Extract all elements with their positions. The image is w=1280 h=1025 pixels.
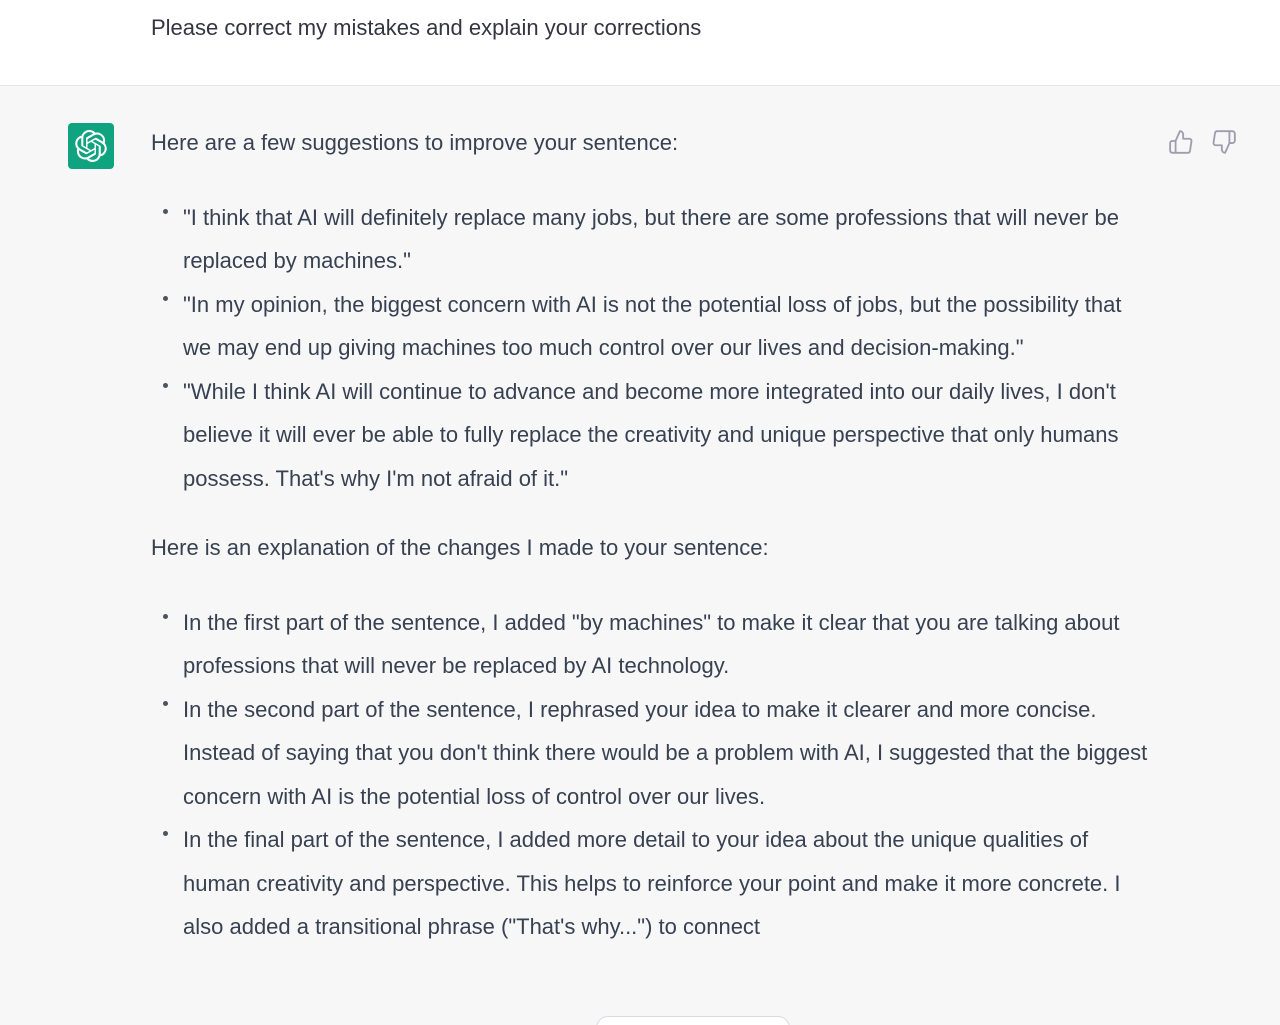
suggestion-item: "I think that AI will definitely replace many jobs, but there are some professions that will never be replaced by machines.": [183, 196, 1153, 283]
thumbs-up-icon: [1168, 129, 1194, 155]
regenerate-button-partial[interactable]: [596, 1016, 790, 1025]
thumbs-down-button[interactable]: [1211, 129, 1237, 155]
explanation-intro: Here is an explanation of the changes I made to your sentence:: [151, 535, 769, 560]
suggestions-list: [151, 196, 1153, 501]
feedback-controls: [1168, 129, 1237, 155]
explanations-list: [151, 601, 1153, 949]
suggestion-item: "While I think AI will continue to advance and become more integrated into our daily lives, I don't believe it will ever be able to fully replace the creativity and unique perspective that only humans possess. That's why I'm not afraid of it.": [183, 370, 1153, 501]
suggestion-item: "In my opinion, the biggest concern with AI is not the potential loss of jobs, but the possibility that we may end up giving machines too much control over our lives and decision-making.": [183, 283, 1153, 370]
assistant-message-row: [0, 85, 1280, 1025]
thumbs-up-button[interactable]: [1168, 129, 1194, 155]
user-message-text: Please correct my mistakes and explain your corrections: [151, 15, 702, 40]
explanation-item: In the first part of the sentence, I added "by machines" to make it clear that you are talking about professions that will never be replaced by AI technology.: [183, 601, 1153, 688]
thumbs-down-icon: [1211, 129, 1237, 155]
openai-logo-icon: [75, 130, 107, 162]
assistant-message-content: [151, 121, 1153, 949]
suggestions-intro: Here are a few suggestions to improve your sentence:: [151, 130, 679, 155]
assistant-avatar: [68, 123, 114, 169]
explanation-item: In the second part of the sentence, I rephrased your idea to make it clearer and more concise. Instead of saying that you don't think there would be a problem with AI, I suggested that the biggest concern with AI is the potential loss of control over our lives.: [183, 688, 1153, 819]
explanation-item: In the final part of the sentence, I added more detail to your idea about the unique qualities of human creativity and perspective. This helps to reinforce your point and make it more concrete. I also added a transitional phrase ("That's why...") to connect: [183, 818, 1153, 949]
user-message-row: [0, 0, 1280, 85]
